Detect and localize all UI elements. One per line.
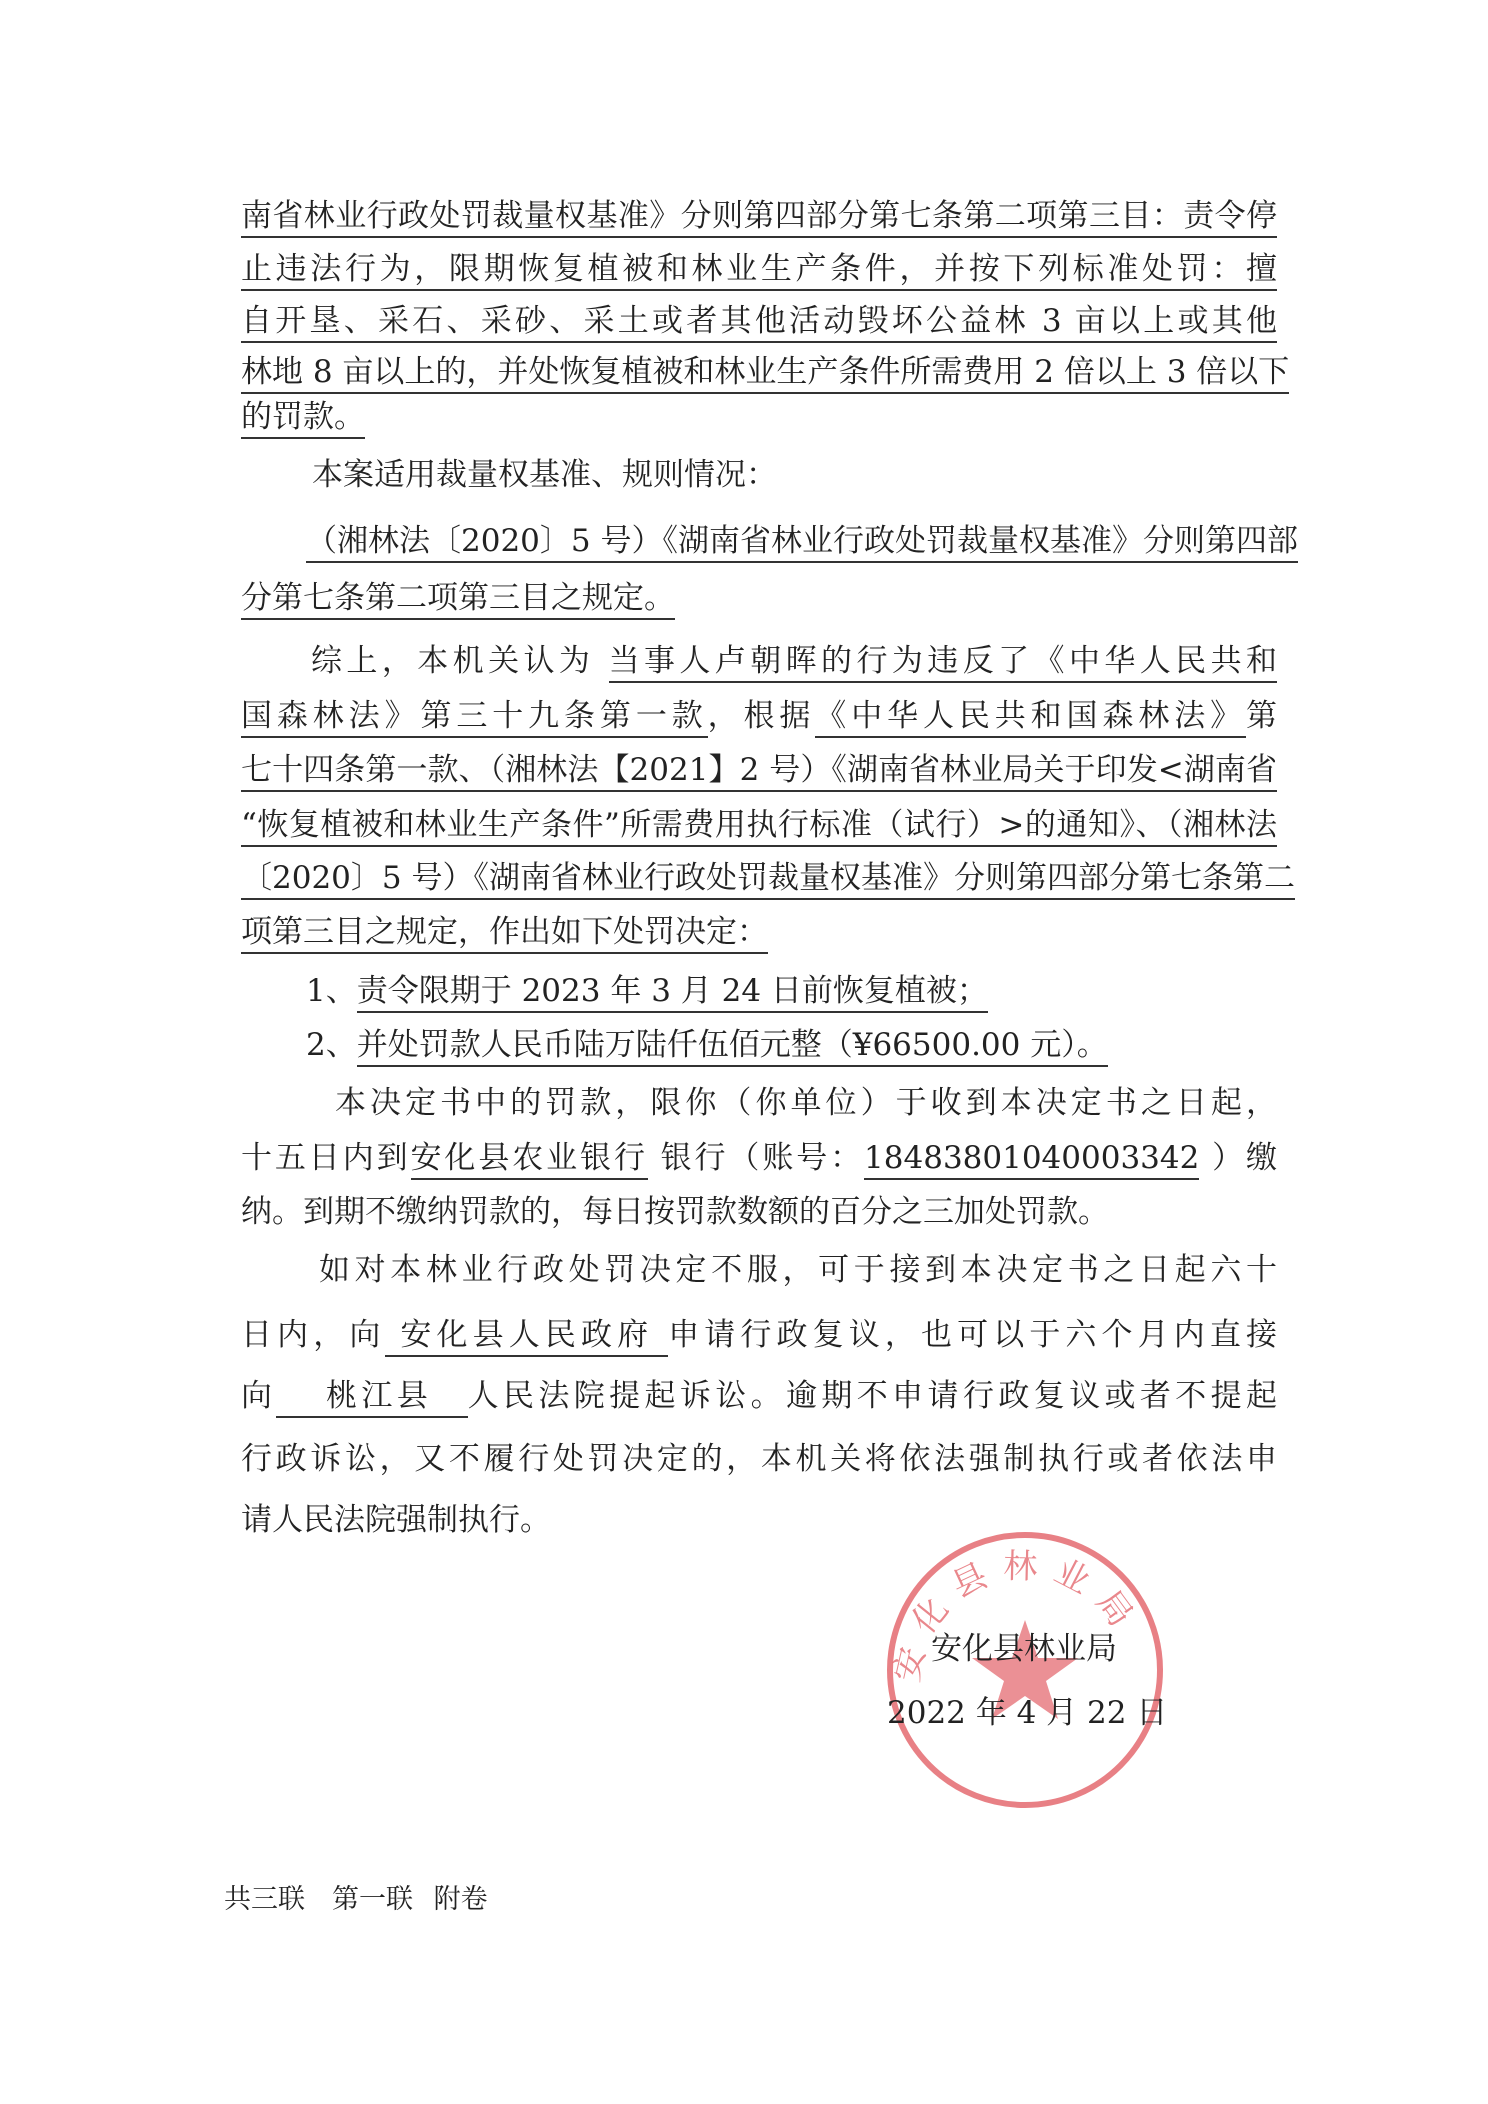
text-segment: ）缴 — [1199, 1140, 1278, 1176]
underlined-text: 南省林业行政处罚裁量权基准》分则第四部分第七条第二项第三目：责令停 — [241, 198, 1277, 238]
text-line — [241, 196, 1277, 236]
underlined-text: 国森林法》第三十九条第一款 — [241, 698, 708, 738]
underlined-text: 并处罚款人民币陆万陆仟伍佰元整（¥66500.00 元）。 — [357, 1027, 1108, 1067]
footer-note: 共三联 第一联 附卷 — [224, 1884, 488, 1915]
underlined-text: （湘林法〔2020〕5 号）《湖南省林业行政处罚裁量权基准》分则第四部 — [306, 523, 1298, 563]
text-line — [241, 352, 1290, 392]
official-seal — [880, 1525, 1170, 1815]
underlined-text: 责令限期于 2023 年 3 月 24 日前恢复植被； — [357, 973, 988, 1013]
text-line — [241, 1138, 1277, 1178]
text-line — [312, 455, 777, 495]
underlined-text: 桃江县 — [276, 1378, 467, 1418]
text-segment: 本案适用裁量权基准、规则情况： — [312, 457, 777, 493]
text-line — [241, 1500, 551, 1540]
text-line — [241, 1315, 1277, 1355]
text-segment: 纳。到期不缴纳罚款的，每日按罚款数额的百分之三加处罚款。 — [241, 1194, 1109, 1230]
text-line — [241, 750, 1277, 790]
text-line — [306, 971, 988, 1011]
underlined-text: 〔2020〕5 号）《湖南省林业行政处罚裁量权基准》分则第四部分第七条第二 — [241, 860, 1295, 900]
text-segment: 第 — [1246, 698, 1278, 734]
underlined-text: 七十四条第一款、（湘林法【2021】2 号）《湖南省林业局关于印发<湖南省 — [241, 752, 1277, 792]
text-line — [241, 397, 365, 437]
underlined-text: 《中华人民共和国森林法》 — [815, 698, 1246, 738]
text-segment: 本决定书中的罚款，限你（你单位）于收到本决定书之日起， — [335, 1085, 1277, 1121]
text-line — [306, 1025, 1108, 1065]
text-line — [335, 1083, 1277, 1123]
underlined-text: 安化县农业银行 — [411, 1140, 648, 1180]
text-line — [241, 249, 1277, 289]
text-line — [241, 301, 1277, 341]
underlined-text: 项第三目之规定，作出如下处罚决定： — [241, 914, 768, 954]
text-segment: 人民法院提起诉讼。逾期不申请行政复议或者不提起 — [467, 1378, 1278, 1414]
underlined-text: 止违法行为，限期恢复植被和林业生产条件，并按下列标准处罚：擅 — [241, 251, 1277, 291]
text-line — [311, 641, 1277, 681]
text-segment: 综上，本机关认为 — [311, 643, 609, 679]
text-segment: 申请行政复议，也可以于六个月内直接 — [668, 1317, 1277, 1353]
text-segment: 银行（账号： — [647, 1140, 865, 1176]
underlined-text: 分第七条第二项第三目之规定。 — [241, 580, 675, 620]
text-segment: 十五日内到 — [241, 1140, 411, 1176]
text-line — [241, 1439, 1277, 1479]
underlined-text: 18483801040003342 — [864, 1140, 1199, 1180]
underlined-text: 当事人卢朝晖的行为违反了《中华人民共和 — [609, 643, 1277, 683]
text-line — [241, 1192, 1109, 1232]
text-segment: ，根据 — [707, 698, 816, 734]
text-line — [241, 1376, 1277, 1416]
underlined-text: 安化县人民政府 — [385, 1317, 668, 1357]
underlined-text: 林地 8 亩以上的，并处恢复植被和林业生产条件所需费用 2 倍以上 3 倍以下 — [241, 354, 1289, 394]
text-line — [306, 521, 1298, 561]
underlined-text: “恢复植被和林业生产条件”所需费用执行标准（试行）>的通知》、（湘林法 — [241, 807, 1277, 847]
signature-date: 2022 年 4 月 22 日 — [887, 1695, 1168, 1731]
text-segment: 1、 — [306, 973, 357, 1009]
text-segment: 2、 — [306, 1027, 357, 1063]
text-line — [241, 696, 1277, 736]
text-line — [241, 578, 675, 618]
text-line — [241, 912, 768, 952]
text-line — [319, 1250, 1277, 1290]
text-segment: 如对本林业行政处罚决定不服，可于接到本决定书之日起六十 — [319, 1252, 1277, 1288]
svg-text:安化县林业局: 安化县林业局 — [887, 1546, 1149, 1686]
text-segment: 请人民法院强制执行。 — [241, 1502, 551, 1538]
underlined-text: 自开垦、采石、采砂、采土或者其他活动毁坏公益林 3 亩以上或其他 — [241, 303, 1277, 343]
text-segment: 日内，向 — [241, 1317, 386, 1353]
underlined-text: 的罚款。 — [241, 399, 365, 439]
text-segment: 行政诉讼，又不履行处罚决定的，本机关将依法强制执行或者依法申 — [241, 1441, 1277, 1477]
signature-org: 安化县林业局 — [931, 1631, 1117, 1667]
text-line — [241, 858, 1295, 898]
text-line — [241, 805, 1277, 845]
text-segment: 向 — [241, 1378, 277, 1414]
